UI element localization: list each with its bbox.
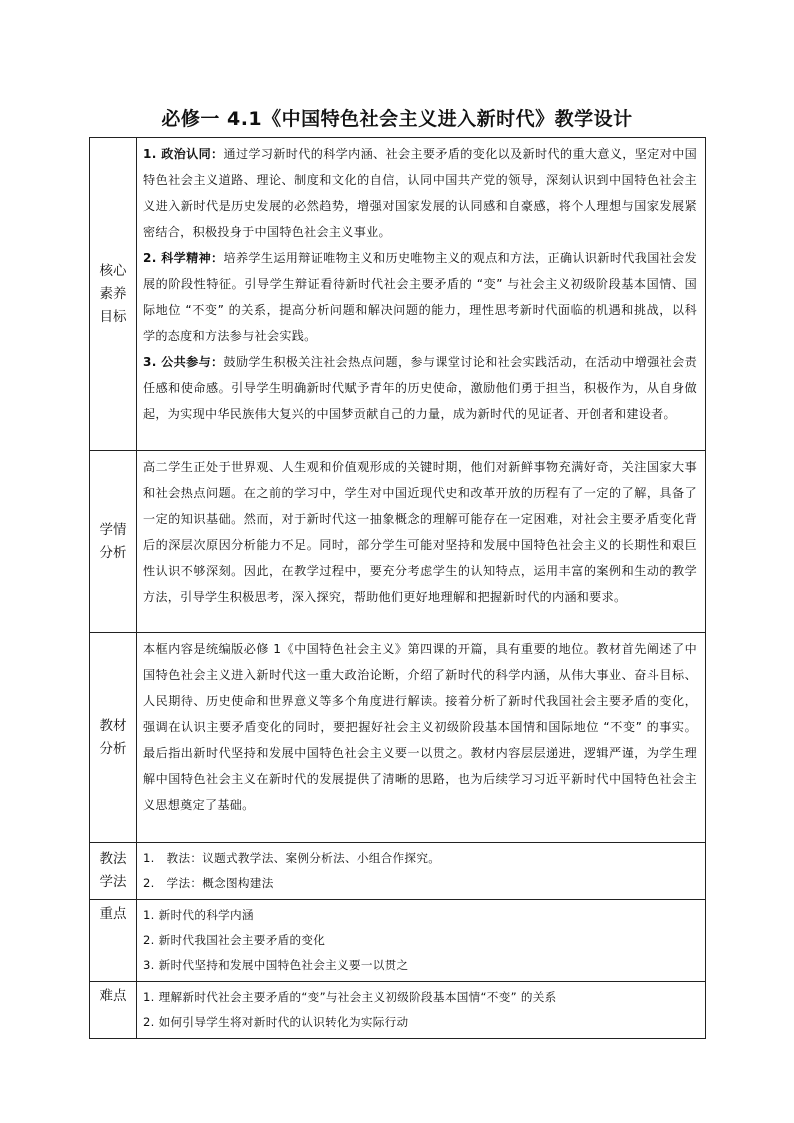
goal-text: 通过学习新时代的科学内涵、社会主要矛盾的变化以及新时代的重大意义，坚定对中国特色社会主义道路、理论、制度和文化的自信，认同中国共产党的领导，深刻认识到中国特色社会主义进入新时代是历史发展的必然趋势，增强对国家发展的认同感和自豪感，将个人理想与国家发展紧密结合，积极投身于中国特色社会主义事业。: [143, 147, 697, 239]
table-row-textbook: [90, 633, 706, 843]
goal-text: 培养学生运用辩证唯物主义和历史唯物主义的观点和方法，正确认识新时代我国社会发展的阶段性特征。引导学生辩证看待新时代社会主要矛盾的 “变” 与社会主义初级阶段基本国情、国际地位 “不变” 的关系，提高分析问题和解决问题的能力，理性思考新时代面临的机遇和挑战，以科学的态度和方法参与社会实践。: [143, 251, 697, 343]
goal-item: [143, 245, 697, 349]
row-label-goals: [90, 138, 137, 451]
label-line: 学情: [99, 521, 127, 538]
label-line: 目标: [99, 308, 127, 325]
label-line: 素养: [99, 285, 127, 302]
difficulty-item: 1. 理解新时代社会主要矛盾的“变”与社会主义初级阶段基本国情“不变” 的关系: [143, 990, 557, 1004]
goal-heading: 2. 科学精神：: [143, 251, 224, 265]
goals-content: [137, 138, 706, 451]
textbook-content: [137, 633, 706, 843]
row-label-difficulties: [90, 982, 137, 1039]
key-point-item: 3. 新时代坚持和发展中国特色社会主义要一以贯之: [143, 958, 409, 972]
label-line: 重点: [99, 906, 127, 922]
methods-content: [137, 843, 706, 900]
label-line: 教法: [99, 851, 127, 867]
table-row-key-points: [90, 900, 706, 982]
label-line: 难点: [99, 988, 127, 1004]
table-row-goals: [90, 138, 706, 451]
label-line: 学法: [99, 874, 127, 890]
row-label-key-points: [90, 900, 137, 982]
label-line: 教材: [99, 717, 127, 734]
difficulties-content: [137, 982, 706, 1039]
key-points-content: [137, 900, 706, 982]
label-line: 分析: [99, 740, 127, 757]
difficulty-item: 2. 如何引导学生将对新时代的认识转化为实际行动: [143, 1015, 409, 1029]
goal-heading: 1. 政治认同：: [143, 147, 224, 161]
page-title: 必修一 4.1《中国特色社会主义进入新时代》教学设计: [161, 108, 633, 130]
lesson-plan-table: [89, 137, 706, 1039]
row-label-methods: [90, 843, 137, 900]
students-content: [137, 451, 706, 633]
key-point-item: 2. 新时代我国社会主要矛盾的变化: [143, 933, 326, 947]
method-item: 2. 学法：概念图构建法: [143, 876, 274, 890]
key-point-item: 1. 新时代的科学内涵: [143, 908, 254, 922]
method-item: 1. 教法：议题式教学法、案例分析法、小组合作探究。: [143, 851, 441, 865]
students-text: 高二学生正处于世界观、人生观和价值观形成的关键时期，他们对新鲜事物充满好奇，关注国家大事和社会热点问题。在之前的学习中，学生对中国近现代史和改革开放的历程有了一定的了解，具备了一定的知识基础。然而，对于新时代这一抽象概念的理解可能存在一定困难，对社会主要矛盾变化背后的深层次原因分析能力不足。同时，部分学生可能对坚持和发展中国特色社会主义的长期性和艰巨性认识不够深刻。因此，在教学过程中，要充分考虑学生的认知特点，运用丰富的案例和生动的教学方法，引导学生积极思考，深入探究，帮助他们更好地理解和把握新时代的内涵和要求。: [143, 460, 697, 604]
table-row-methods: [90, 843, 706, 900]
table-row-students: [90, 451, 706, 633]
textbook-text: 本框内容是统编版必修 1《中国特色社会主义》第四课的开篇，具有重要的地位。教材首先阐述了中国特色社会主义进入新时代这一重大政治论断，介绍了新时代的科学内涵，从伟大事业、奋斗目标、人民期待、历史使命和世界意义等多个角度进行解读。接着分析了新时代我国社会主要矛盾的变化，强调在认识主要矛盾变化的同时，要把握好社会主义初级阶段基本国情和国际地位 “不变” 的事实。最后指出新时代坚持和发展中国特色社会主义要一以贯之。教材内容层层递进，逻辑严谨，为学生理解中国特色社会主义在新时代的发展提供了清晰的思路，也为后续学习习近平新时代中国特色社会主义思想奠定了基础。: [143, 642, 697, 812]
goal-item: [143, 141, 697, 245]
goal-heading: 3. 公共参与：: [143, 355, 224, 369]
table-row-difficulties: [90, 982, 706, 1039]
row-label-students: [90, 451, 137, 633]
row-label-textbook: [90, 633, 137, 843]
label-line: 分析: [99, 544, 127, 561]
goal-text: 鼓励学生积极关注社会热点问题，参与课堂讨论和社会实践活动，在活动中增强社会责任感和使命感。引导学生明确新时代赋予青年的历史使命，激励他们勇于担当，积极作为，从自身做起，为实现中华民族伟大复兴的中国梦贡献自己的力量，成为新时代的见证者、开创者和建设者。: [143, 355, 697, 421]
goal-item: [143, 349, 697, 427]
label-line: 核心: [99, 262, 127, 279]
